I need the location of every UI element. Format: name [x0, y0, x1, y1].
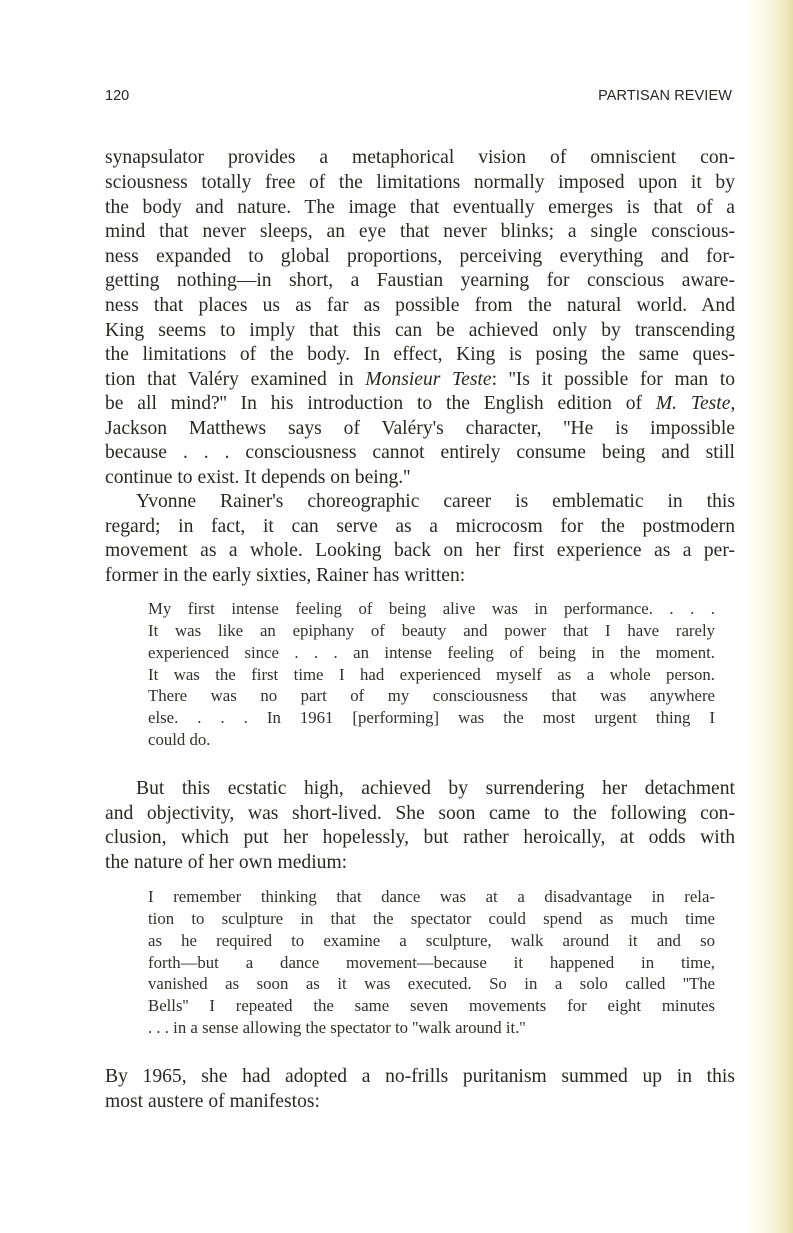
text-line: clusion, which put her hopelessly, but rather heroically, at odds with: [105, 827, 735, 848]
quote-line: My first intense feeling of being alive was in performance. . . .: [148, 599, 715, 618]
text-line: getting nothing—in short, a Faustian yearning for conscious aware-: [105, 270, 735, 291]
text-line: the body and nature. The image that eventually emerges is that of a: [105, 197, 735, 218]
journal-title: PARTISAN REVIEW: [598, 88, 732, 104]
text-run: be all mind?'' In his introduction to the English edition of: [105, 393, 656, 414]
text-line: [105, 391, 735, 416]
quote-line: It was like an epiphany of beauty and power that I have rarely: [148, 621, 715, 640]
book-title-m-teste: M. Teste: [655, 393, 731, 414]
text-line: Yvonne Rainer's choreographic career is emblematic in this: [136, 491, 735, 512]
page-number: 120: [105, 88, 130, 104]
quote-line: vanished as soon as it was executed. So in a solo called ''The: [148, 974, 715, 993]
quote-line: experienced since . . . an intense feeling of being in the moment.: [148, 643, 715, 662]
quote-line: I remember thinking that dance was at a disadvantage in rela-: [148, 887, 715, 906]
quote-line: . . . in a sense allowing the spectator to ''walk around it.'': [148, 1018, 526, 1037]
quote-line: else. . . . In 1961 [performing] was the most urgent thing I: [148, 708, 715, 727]
text-line: because . . . consciousness cannot entirely consume being and still: [105, 442, 735, 463]
text-line: movement as a whole. Looking back on her first experience as a per-: [105, 540, 735, 561]
text-line: ness expanded to global proportions, perceiving everything and for-: [105, 246, 735, 267]
text-run: : ''Is it possible for man to: [491, 369, 736, 390]
text-line: By 1965, she had adopted a no-frills puritanism summed up in this: [105, 1066, 735, 1087]
text-line: ness that places us as far as possible from the natural world. And: [105, 295, 735, 316]
text-line: regard; in fact, it can serve as a microcosm for the postmodern: [105, 516, 735, 537]
running-head: [105, 88, 732, 108]
text-line: continue to exist. It depends on being.'': [105, 467, 411, 488]
text-run: tion that Valéry examined in: [105, 369, 366, 390]
book-title-monsieur-teste: Monsieur Teste: [365, 369, 492, 390]
quote-line: It was the first time I had experienced myself as a whole person.: [148, 665, 715, 684]
text-run: ,: [730, 393, 736, 414]
quote-line: There was no part of my consciousness that was anywhere: [148, 686, 715, 705]
text-line: But this ecstatic high, achieved by surrendering her detachment: [136, 778, 735, 799]
text-line: and objectivity, was short-lived. She soon came to the following con-: [105, 803, 735, 824]
text-line: mind that never sleeps, an eye that never blinks; a single conscious-: [105, 221, 735, 242]
quote-line: forth—but a dance movement—because it happened in time,: [148, 953, 715, 972]
text-line: synapsulator provides a metaphorical vision of omniscient con-: [105, 147, 735, 168]
text-line: former in the early sixties, Rainer has written:: [105, 565, 466, 586]
quote-line: Bells'' I repeated the same seven movements for eight minutes: [148, 996, 715, 1015]
text-line: sciousness totally free of the limitations normally imposed upon it by: [105, 172, 735, 193]
quote-line: could do.: [148, 730, 211, 749]
text-line: the limitations of the body. In effect, King is posing the same ques-: [105, 344, 735, 365]
text-line: King seems to imply that this can be achieved only by transcending: [105, 320, 735, 341]
text-line: Jackson Matthews says of Valéry's character, ''He is impossible: [105, 418, 735, 439]
text-line: [105, 367, 735, 392]
quote-line: tion to sculpture in that the spectator could spend as much time: [148, 909, 715, 928]
quote-line: as he required to examine a sculpture, walk around it and so: [148, 931, 715, 950]
text-line: most austere of manifestos:: [105, 1091, 320, 1112]
text-line: the nature of her own medium:: [105, 852, 348, 873]
